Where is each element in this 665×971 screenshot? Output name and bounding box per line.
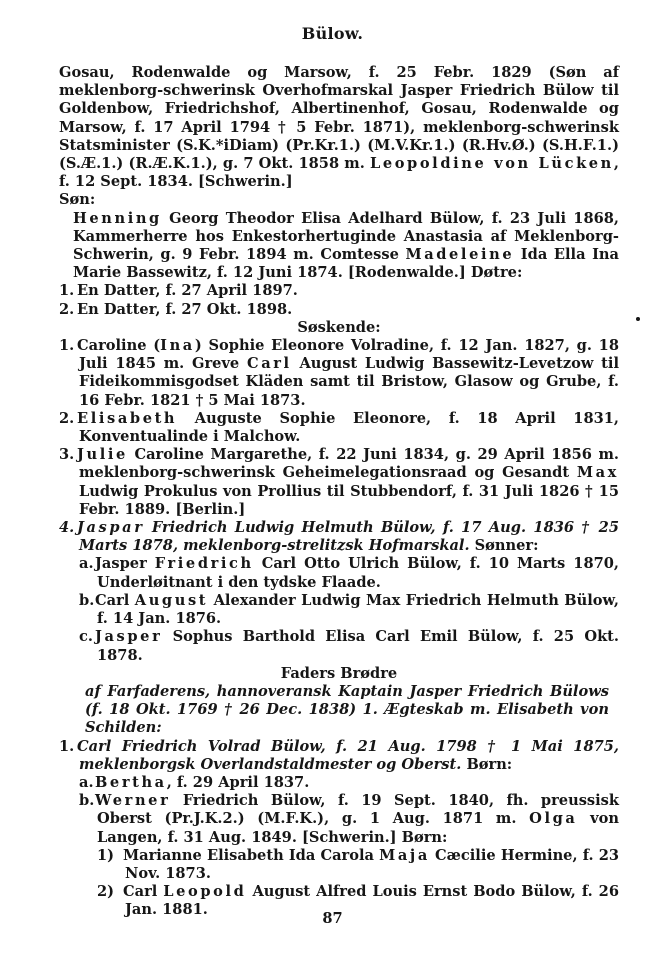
grandchild-entry: 1) Marianne Elisabeth Ida Carola Maja Cæcilie Hermine, f. 23 Nov. 1873. <box>97 846 619 882</box>
brothers-subheading: af Farfaderens, hannoveransk Kaptain Jasper Friedrich Bülows (f. 18 Okt. 1769 † 26 Dec. 1838) 1. Ægteskab m. Elisabeth von Schilden: <box>85 682 609 737</box>
intro-text: Gosau, Rodenwalde og Marsow, f. 25 Febr. 1829 (Søn af meklenborg-schwerinsk Overhofmarskal Jasper Friedrich Bülow til Goldenbow, Friedrichshof, Albertinenhof, Gosau, Rodenwalde og Marsow, f. 17 April 1794 † 5 Febr. 1871), meklenborg-schwerinsk Statsminister (S.K.*iDiam) (Pr.Kr.1.) (M.V.Kr.1.) (R.Hv.Ø.) (S.H.F.1.) (S.Æ.1.) (R.Æ.K.1.), g. 7 Okt. 1858 m. <box>59 64 619 173</box>
sibling-entry: 3. Julie Caroline Margarethe, f. 22 Juni 1834, g. 29 April 1856 m. meklenborg-schwerinsk Geheimelegationsraad og Gesandt Max Ludwig Prokulus von Prollius til Stubbendorf, f. 31 Juli 1826 † 15 Febr. 1889. [Berlin.] <box>59 446 619 518</box>
sibling-entry: 2. Elisabeth Auguste Sophie Eleonore, f. 18 April 1831, Konventualinde i Malchow. <box>59 409 619 446</box>
intro-spouse: Leopoldine von Lücken <box>369 155 614 173</box>
daughter-entry: 2. En Datter, f. 27 Okt. 1898. <box>59 300 293 318</box>
intro-tail: , f. 12 Sept. 1834. [Schwerin.] <box>59 155 619 191</box>
son-paragraph <box>59 210 619 283</box>
intro-paragraph <box>59 64 619 191</box>
son-text: Georg Theodor Elisa Adelhard Bülow, f. 23 Juli 1868, Kammerherre hos Enkestorhertuginde Anastasia af Meklenborg-Schwerin, g. 9 Febr. 1894 m. Comtesse <box>73 209 619 264</box>
son-spouse: Madeleine <box>405 246 515 264</box>
child-entry: a.Bertha, f. 29 April 1837. <box>79 773 310 791</box>
sibling-entry: 1. Caroline (Ina) Sophie Eleonore Volradine, f. 12 Jan. 1827, g. 18 Juli 1845 m. Greve Carl August Ludwig Bassewitz-Levetzow til Fideikommisgodset Kläden samt til Bristow, Glasow og Grube, f. 16 Febr. 1821 † 5 Mai 1873. <box>59 337 619 409</box>
daughter-entry: 1. En Datter, f. 27 April 1897. <box>59 282 298 300</box>
son-tail: Ida Ella Ina Marie Bassewitz, f. 12 Juni 1874. [Rodenwalde.] Døtre: <box>73 246 619 282</box>
document-body <box>59 64 619 920</box>
siblings-heading: Søskende: <box>297 318 381 336</box>
son-label: Søn: <box>59 191 96 209</box>
grandchild-entry: 2) Carl Leopold August Alfred Louis Ernst Bodo Bülow, f. 26 Jan. 1881. <box>97 883 619 919</box>
uncle-entry: 1. Carl Friedrich Volrad Bülow, f. 21 Aug. 1798 † 1 Mai 1875, meklenborgsk Overlandstaldmester og Oberst. Børn: <box>59 737 619 773</box>
nephew-entry: c. Jasper Sophus Barthold Elisa Carl Emil Bülow, f. 25 Okt. 1878. <box>79 628 619 664</box>
son-name: Henning <box>73 209 162 227</box>
nephew-entry: a.Jasper Friedrich Carl Otto Ulrich Bülow, f. 10 Marts 1870, Underløitnant i den tydske Flaade. <box>79 555 619 591</box>
page-title: Bülow. <box>301 24 364 43</box>
nephew-entry: b.Carl August Alexander Ludwig Max Friedrich Helmuth Bülow, f. 14 Jan. 1876. <box>79 591 619 628</box>
ink-speck <box>636 317 640 321</box>
sibling-entry: 4. Jaspar Friedrich Ludwig Helmuth Bülow, f. 17 Aug. 1836 † 25 Marts 1878, meklenborg-strelitzsk Hofmarskal. Sønner: <box>59 519 619 555</box>
page-number: 87 <box>322 910 343 927</box>
brothers-heading: Faders Brødre <box>280 664 398 682</box>
child-entry: b.Werner Friedrich Bülow, f. 19 Sept. 1840, fh. preussisk Oberst (Pr.J.K.2.) (M.F.K.), g. 1 Aug. 1871 m. Olga von Langen, f. 31 Aug. 1849. [Schwerin.] Børn: <box>79 792 619 846</box>
